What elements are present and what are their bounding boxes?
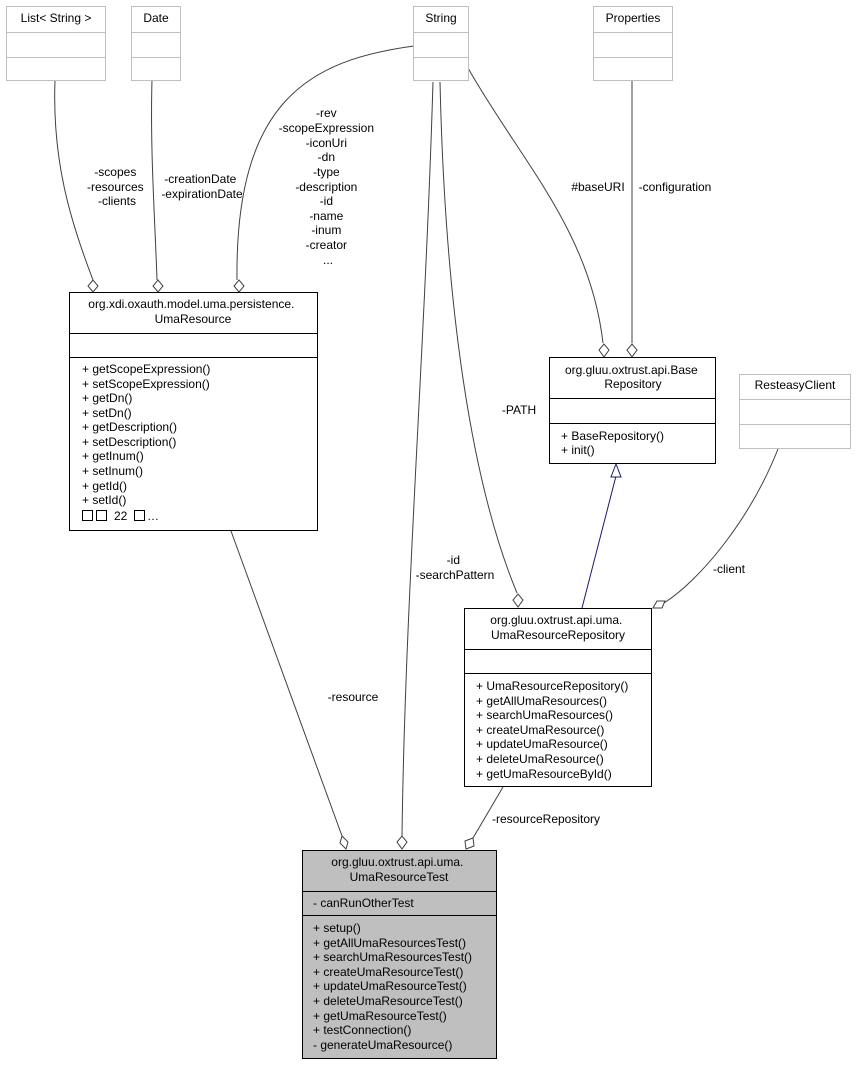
- class-base-repository: [550, 358, 716, 464]
- label-line: -creationDate: [164, 172, 237, 186]
- method: + searchUmaResourcesTest(): [313, 950, 473, 964]
- label-line: -rev: [315, 106, 337, 120]
- method: + setScopeExpression(): [82, 377, 210, 391]
- method: + updateUmaResource(): [476, 737, 608, 751]
- method: + getAllUmaResourcesTest(): [313, 936, 467, 950]
- class-resteasy-client: [740, 375, 851, 449]
- edge-label-string-repository: -PATH: [501, 403, 537, 417]
- class-title: Properties: [605, 11, 661, 25]
- method: + searchUmaResources(): [476, 708, 614, 722]
- aggregation-diamond: [653, 601, 665, 608]
- edge-label-string-umaresource: [279, 106, 378, 267]
- edge-label-repository-test: -resourceRepository: [491, 812, 601, 826]
- title-line: Repository: [604, 377, 662, 391]
- aggregation-diamond: [465, 838, 474, 849]
- method: + getInum(): [82, 449, 144, 463]
- edge-label-list-umaresource: [87, 165, 147, 208]
- label-line: -id: [446, 553, 460, 567]
- method: + setDn(): [82, 406, 132, 420]
- label-line: ...: [322, 253, 334, 267]
- edge-label-string-base: #baseURI: [571, 180, 625, 194]
- method: + init(): [561, 443, 595, 457]
- edge-client-to-umaresourcerepository: [664, 449, 778, 603]
- label-line: -type: [312, 165, 340, 179]
- aggregation-diamond: [599, 344, 609, 357]
- edge-string-to-test: [402, 82, 433, 836]
- label-line: -resources: [86, 180, 144, 194]
- title-line: org.gluu.oxtrust.api.Base: [564, 363, 698, 377]
- label-line: -scopeExpression: [278, 121, 375, 135]
- method: + setDescription(): [82, 435, 177, 449]
- method: + setId(): [82, 493, 127, 507]
- edge-string-to-umaresourcerepository: [440, 82, 517, 593]
- aggregation-diamond: [340, 836, 348, 849]
- method: + setup(): [313, 921, 361, 935]
- edge-label-string-test: [416, 553, 495, 582]
- class-title: String: [425, 11, 457, 25]
- method: + getScopeExpression(): [82, 362, 211, 376]
- method: + updateUmaResourceTest(): [313, 979, 467, 993]
- edge-label-date-umaresource: [161, 172, 243, 201]
- edge-umaresource-to-test: [231, 531, 342, 836]
- label-line: -dn: [317, 150, 335, 164]
- inheritance-arrow: [611, 464, 621, 477]
- label-line: -iconUri: [305, 136, 347, 150]
- class-uma-resource-test: [303, 851, 497, 1059]
- method: + createUmaResourceTest(): [313, 965, 464, 979]
- class-title: ResteasyClient: [754, 378, 836, 392]
- class-title: [490, 613, 625, 642]
- title-line: UmaResource: [154, 312, 232, 326]
- method: + getAllUmaResources(): [476, 694, 608, 708]
- method: - generateUmaResource(): [313, 1038, 453, 1052]
- method: + getDescription(): [82, 420, 178, 434]
- label-line: -name: [309, 209, 344, 223]
- more-glyph-icon: [83, 511, 93, 521]
- aggregation-diamond: [88, 280, 98, 292]
- aggregation-diamond: [397, 836, 407, 849]
- class-uma-resource: [70, 293, 318, 531]
- label-line: -inum: [311, 223, 342, 237]
- title-line: UmaResourceRepository: [490, 628, 626, 642]
- edge-date-to-umaresource: [152, 80, 157, 280]
- method: + testConnection(): [313, 1023, 412, 1037]
- title-line: UmaResourceTest: [349, 870, 449, 884]
- title-line: org.gluu.oxtrust.api.uma.: [331, 855, 464, 869]
- edge-label-properties-base: -configuration: [638, 180, 712, 194]
- method: + getDn(): [82, 391, 133, 405]
- class-title: List< String >: [20, 11, 92, 25]
- class-uma-resource-repository: [465, 609, 652, 787]
- method: + getUmaResourceById(): [476, 767, 612, 781]
- label-line: -creator: [305, 238, 347, 252]
- edge-string-to-baserepository: [468, 68, 603, 343]
- method: + setInum(): [82, 464, 144, 478]
- attribute: - canRunOtherTest: [313, 896, 414, 910]
- aggregation-diamond: [153, 280, 163, 292]
- label-line: -expirationDate: [161, 187, 243, 201]
- method: + createUmaResource(): [476, 723, 605, 737]
- edge-label-client-repository: -client: [712, 562, 746, 576]
- more-glyph-icon: [135, 511, 145, 521]
- label-line: -scopes: [94, 165, 137, 179]
- title-line: org.xdi.oxauth.model.uma.persistence.: [88, 297, 295, 311]
- method: + deleteUmaResourceTest(): [313, 994, 463, 1008]
- method: + getUmaResourceTest(): [313, 1009, 447, 1023]
- edge-inheritance-repository-to-base: [582, 476, 616, 608]
- aggregation-diamond: [627, 344, 637, 357]
- aggregation-diamond: [234, 280, 244, 292]
- aggregation-diamond: [513, 594, 523, 607]
- method: + getId(): [82, 479, 128, 493]
- class-title: Date: [143, 11, 169, 25]
- label-line: -clients: [97, 194, 137, 208]
- class-properties: [594, 7, 673, 81]
- ellipsis-icon: …: [147, 509, 159, 523]
- class-title: [331, 855, 466, 884]
- class-list-string: [7, 7, 106, 81]
- more-glyph-icon: [97, 511, 107, 521]
- label-line: -id: [319, 194, 333, 208]
- label-line: -description: [295, 180, 358, 194]
- class-date: [132, 7, 181, 81]
- method: + UmaResourceRepository(): [476, 679, 629, 693]
- method: + BaseRepository(): [561, 429, 665, 443]
- method: + deleteUmaResource(): [476, 752, 604, 766]
- more-count: 22: [114, 509, 128, 523]
- title-line: org.gluu.oxtrust.api.uma.: [490, 613, 623, 627]
- edge-label-umaresource-test: -resource: [327, 690, 379, 704]
- label-line: -searchPattern: [415, 568, 495, 582]
- class-string: [414, 7, 469, 81]
